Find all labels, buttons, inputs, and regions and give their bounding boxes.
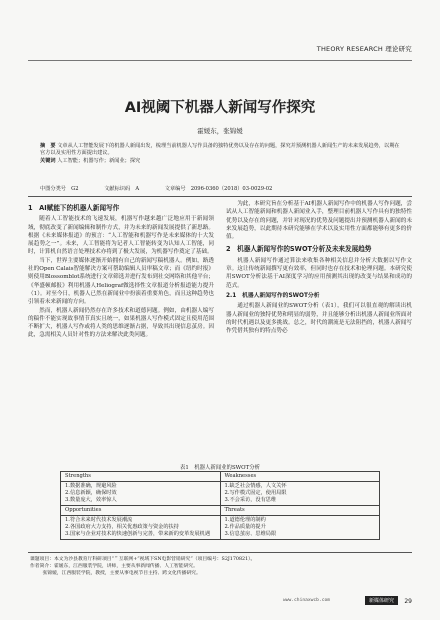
table-cell (220, 482, 380, 506)
author-bio: 作者简介：霍媛东，江西服装学院，讲师，主要从事新闻传播、人工智能研究。 (30, 564, 198, 570)
paragraph: 通过机器人新闻业的SWOT分析（表1），我们可以很直观的解读出机器人新闻业的独特优势和明显的弱势，并且能够分析出机器人新闻业所面对的时代机遇以及更多挑战。总之，时代的潮流是无法阻挡的，机器人新闻写作凭借其独有的特点势必 (226, 303, 412, 335)
doc-code: 文献标识码 A (104, 186, 140, 192)
right-column (226, 200, 412, 335)
header-rule (28, 60, 412, 61)
table-cell (61, 482, 221, 506)
cell-line: 2.写作模式固定，使用局限 (224, 490, 287, 496)
website: www.chinaxwcb.com (282, 598, 330, 603)
table-cell (220, 516, 380, 540)
table-header-cell: Weaknesses (220, 472, 380, 482)
brand-badge: 新媒体研究 (365, 596, 398, 605)
cell-line: 2.各国政府大力支持，相关优惠政策与资金的扶持 (65, 524, 179, 530)
author-bio: 张锦媛，江西服装学院，教授，主要从事电视节目主持、跨文化传播研究。 (42, 571, 201, 577)
footnote (30, 556, 410, 578)
cell-line: 1.缺乏社会情感，人文关怀 (224, 483, 287, 489)
keywords-label: 关键词 (40, 157, 56, 164)
table-row (61, 516, 380, 540)
paper-title: AI视阈下机器人新闻写作探究 (124, 100, 316, 116)
article-meta (40, 186, 402, 193)
funding-note: 课题项目：本文为沙县教育厅科研项目“＂互联网+”视域下SN电影营销研究”（项目编号：S2J170821）。 (30, 557, 256, 562)
cell-line: 3.不会采访，没有思维 (224, 497, 277, 503)
section-2-1-heading: 2.1 机器人新闻写作的SWOT分析 (226, 292, 320, 299)
cell-line: 2.作品质量的提升 (224, 524, 266, 530)
cell-line: 3.数量庞大，效率惊人 (65, 497, 117, 503)
table-header-cell: Threats (220, 506, 380, 516)
cell-line: 3.信息茧房、思维局限 (224, 531, 277, 537)
page-number: 29 (404, 598, 412, 605)
abstract-label: 摘 要 (40, 143, 56, 149)
cell-line: 3.国家与企业对技术的快速创新与完善，带来新的变革发展机遇 (65, 531, 211, 537)
authors: 霍媛东，张锦媛 (197, 127, 243, 135)
clc-number: 中图分类号 G2 (40, 186, 79, 192)
table-cell (61, 516, 221, 540)
paragraph: 随着人工智能技术的飞速发展，机器写作越来越广泛地应用于新闻领域，彻底改变了新闻编辑和制作方式，并为未来的新闻发展提供了新思路。根据《未来媒体报道》的预言：“人工智能和机器写作是未来媒体的十大发展趋势之一”。未来，人工智能将为记者人工智能转变为认知人工智能，同时，计算机自然语言处理技术亦将到了极大发展，为机器写作奠定了基础。 (28, 216, 214, 256)
abstract-text: 文章从人工智能发展下的机器人新闻出发，梳理当前机器人写作具备的独特优势以及存在的问题，探究并预测机器人新闻生产的未来发展趋势，以期在官方以及实用性方面提出建议。 (40, 143, 400, 157)
paragraph: 机器人新闻写作通过算法来收集各种相关信息并分析大数据以写作文章。这让传统新闻撰写更有效率，但同时也存在技术和伦理问题。本研究使用SWOT分析法基于AI深度学习的应用预测其出现的改变与结果和成功的范式。 (226, 257, 412, 289)
table-row (61, 472, 380, 482)
abstract (40, 143, 402, 165)
article-number: 文章编号 2096-0360（2018）03-0029-02 (164, 186, 273, 192)
keywords-text: 人工智能；机器写作；新闻业；探究 (57, 157, 141, 164)
section-2-heading: 2 机器人新闻写作的SWOT分析及未来发展趋势 (226, 245, 372, 254)
footer-rule (28, 552, 412, 553)
table-header-cell: Strengths (61, 472, 221, 482)
table-row (61, 482, 380, 506)
cell-line: 2.信息新颖，确保时效 (65, 490, 117, 496)
meta-rule (28, 196, 412, 197)
left-column (28, 200, 214, 340)
cell-line: 1.符合未来时代技术发展潮流 (65, 517, 133, 523)
paragraph: 当下，世界主要媒体逐渐开始拥有自己的新闻写稿机器人。例如，路透社的Open Calais智能解决方案可帮助编辑人员审稿文章；而《纽约时报》则使用Blossomblot系统进行文章筛选并进行发布到社交网络和其他平台；《华盛顿邮报》利用机器人Heliograf做选择性文章报道分析报道能力提升（1）。对至今日，机器人已然在新闻业中扮演着重要角色，而且这种趋势也引领着未来新闻的方向。 (28, 257, 214, 306)
swot-table (60, 471, 380, 540)
cell-line: 1.道德伦理的制约 (224, 517, 266, 523)
table-row (61, 506, 380, 516)
table-caption: 表1 机器人新闻业的SWOT分析 (180, 465, 260, 471)
table-header-cell: Opportunities (61, 506, 221, 516)
section-1-heading: 1 AI赋能下的机器人新闻写作 (28, 204, 120, 212)
journal-header: THEORY RESEARCH 理论研究 (316, 45, 412, 53)
cell-line: 1.数据准确，规避风险 (65, 483, 117, 489)
paragraph: 然而，机器人新闻仍然存在许多技术和道德问题。例如，由机器人编写的稿件不能实现故事情节真实且统一，如果机器人写作模式固定且使用范围不断扩大，机器人写作或将人类的思维逐渐占据，导致其出现信息茧房。因此，急需相关人员针对性的方法来解决此类问题。 (28, 307, 214, 339)
paragraph: 为此，本研究旨在分析基于AI机器人新闻写作中的机器人写作问题，尝试从人工智能新闻和机器人新闻业入手，整理目前机器人写作具有的独特性优势以及存在的问题，并针对现况的优势及问题提出并预测机器人新闻的未来发展趋势，以此期待本研究能够在学术以及实用性方面都能够有更多的价值。 (226, 201, 412, 241)
